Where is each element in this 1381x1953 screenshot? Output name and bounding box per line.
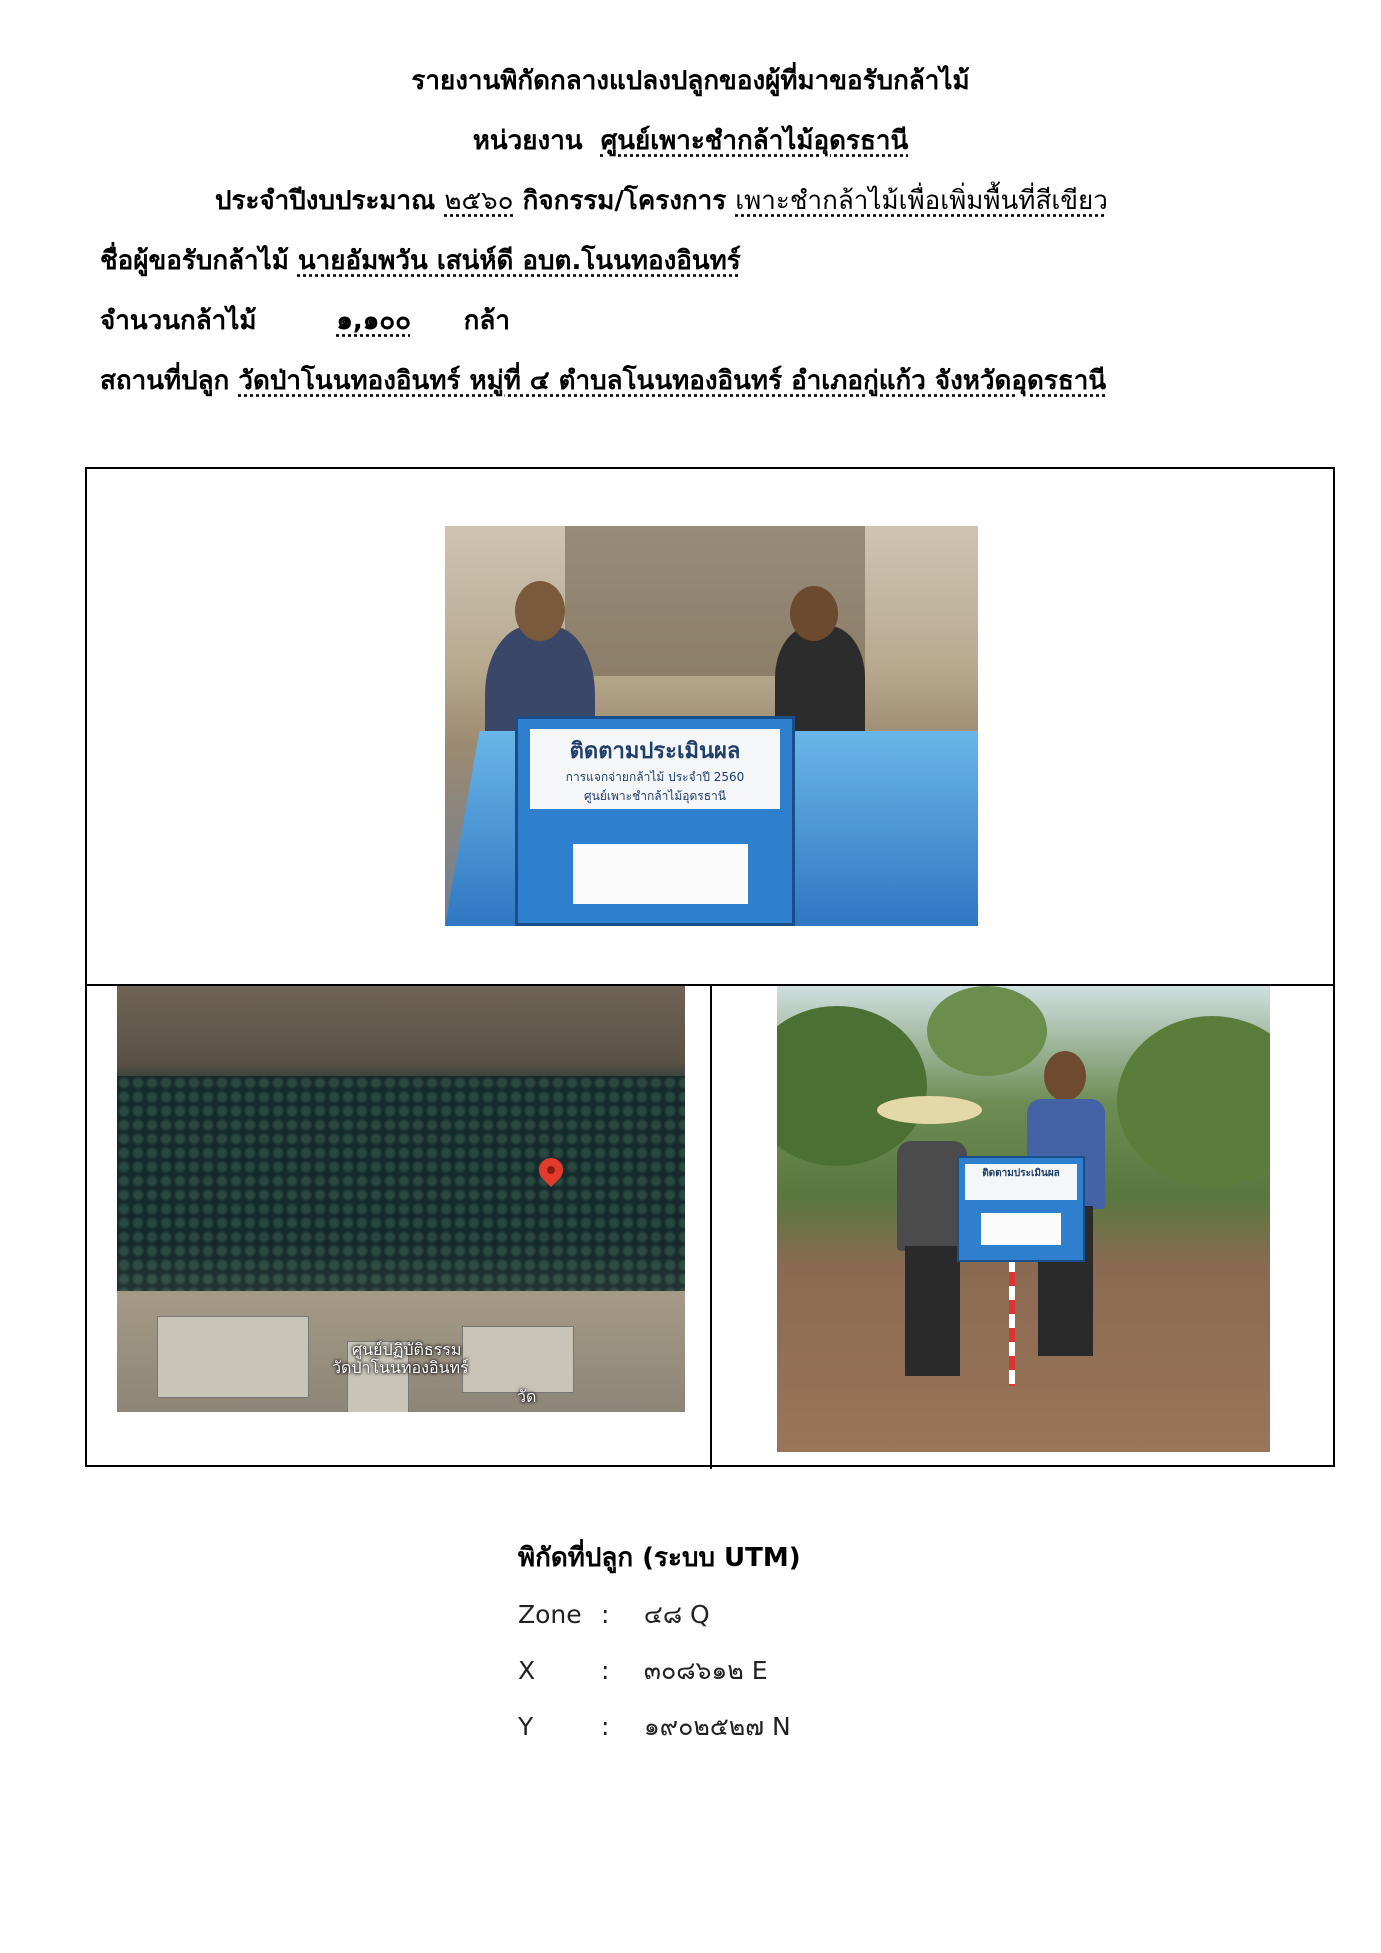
- fiscal-year-value: ๒๕๖๐: [444, 186, 514, 216]
- report-title: รายงานพิกัดกลางแปลงปลูกของผู้ที่มาขอรับกล้าไม้: [411, 66, 970, 96]
- agency-line: [0, 120, 1381, 161]
- evaluation-sign: [515, 716, 795, 926]
- map-label-center: ศูนย์ปฏิบัติธรรม: [352, 1340, 462, 1359]
- y-value: ๑๙๐๒๕๒๗ N: [643, 1712, 791, 1741]
- coord-row-x: [518, 1651, 768, 1691]
- photo-registration-desk: [445, 526, 978, 926]
- sign-title-small: ติดตามประเมินผล: [965, 1164, 1077, 1200]
- head: [1044, 1051, 1086, 1101]
- coord-row-zone: [518, 1595, 710, 1635]
- map-label-temple: วัดป่าโนนทองอินทร์: [332, 1358, 469, 1377]
- fiscal-year-line: [215, 180, 1108, 221]
- legs: [905, 1246, 960, 1376]
- hat: [877, 1096, 982, 1124]
- location-line: [100, 360, 1106, 401]
- agency-value: ศูนย์เพาะชำกล้าไม้อุดรธานี: [600, 126, 909, 156]
- photo-satellite-map: [117, 986, 685, 1412]
- coordinates-title: พิกัดที่ปลูก (ระบบ UTM): [518, 1543, 801, 1573]
- quantity-label: จำนวนกล้าไม้: [100, 306, 257, 336]
- fiscal-year-label: ประจำปีงบประมาณ: [215, 186, 436, 216]
- evaluation-sign-small: [957, 1156, 1085, 1262]
- applicant-line: [100, 240, 741, 281]
- sign-name-card: [573, 844, 748, 904]
- sign-subtitle-1: การแจกจ่ายกล้าไม้ ประจำปี 2560: [565, 770, 745, 784]
- zone-key: Zone: [518, 1600, 582, 1629]
- zone-sep: :: [600, 1600, 610, 1629]
- x-key: X: [518, 1656, 536, 1685]
- location-label: สถานที่ปลูก: [100, 366, 230, 396]
- tree-canopy: [117, 1076, 685, 1291]
- y-key: Y: [518, 1712, 534, 1741]
- sign-title: ติดตามประเมินผล: [569, 739, 741, 764]
- quantity-value: ๑,๑๐๐: [336, 306, 411, 336]
- sign-header: [530, 729, 780, 809]
- x-sep: :: [600, 1656, 610, 1685]
- applicant-label: ชื่อผู้ขอรับกล้าไม้: [100, 246, 289, 276]
- applicant-value: นายอัมพวัน เสน่ห์ดี อบต.โนนทองอินทร์: [297, 246, 741, 276]
- coord-row-y: [518, 1707, 791, 1747]
- building-block: [462, 1326, 574, 1393]
- map-label-wat: วัด: [517, 1387, 537, 1406]
- activity-value: เพาะชำกล้าไม้เพื่อเพิ่มพื้นที่สีเขียว: [735, 186, 1108, 216]
- x-value: ๓๐๘๖๑๒ E: [643, 1656, 768, 1685]
- photo-planting-site: [777, 986, 1270, 1452]
- location-value: วัดป่าโนนทองอินทร์ หมู่ที่ ๔ ตำบลโนนทองอินทร์ อำเภอกู่แก้ว จังหวัดอุดรธานี: [238, 366, 1107, 396]
- building-block: [157, 1316, 309, 1398]
- activity-label: กิจกรรม/โครงการ: [522, 186, 727, 216]
- quantity-line: [100, 300, 510, 341]
- sign-name-card-small: [981, 1213, 1061, 1245]
- quantity-unit: กล้า: [463, 306, 510, 336]
- zone-value: ๔๘ Q: [643, 1600, 710, 1629]
- agency-label: หน่วยงาน: [472, 126, 583, 156]
- y-sep: :: [600, 1712, 610, 1741]
- frame-divider-vertical: [710, 984, 712, 1469]
- tree: [1117, 1016, 1270, 1186]
- sign-subtitle-2: ศูนย์เพาะชำกล้าไม้อุดรธานี: [584, 789, 726, 803]
- photo-frame: [85, 467, 1335, 1467]
